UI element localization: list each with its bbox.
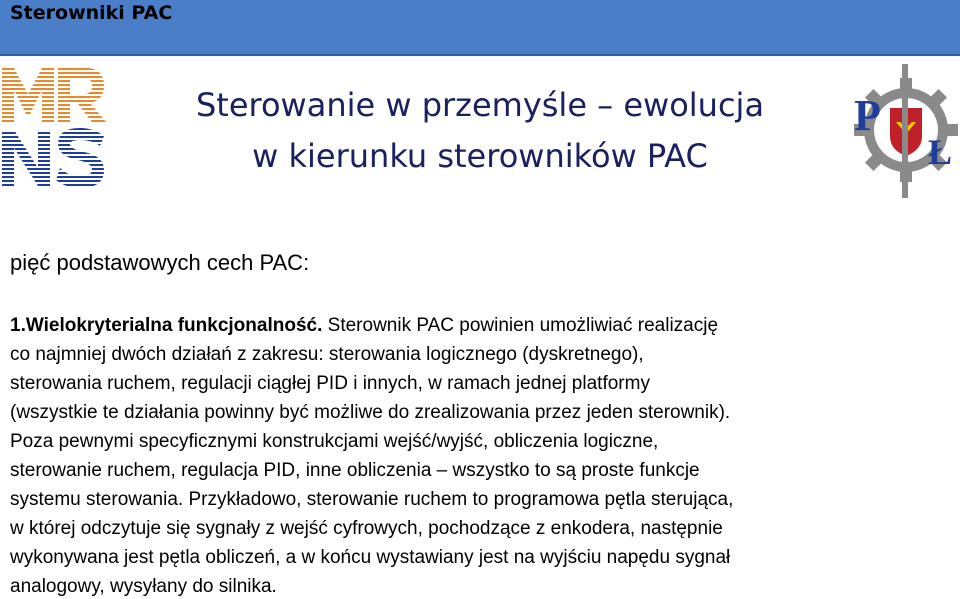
body-line-1	[10, 311, 955, 340]
body-line-10: analogowy, wysyłany do silnika.	[10, 576, 277, 597]
body-line-8: w której odczytuje się sygnały z wejść cyfrowych, pochodzące z enkodera, następnie	[10, 518, 723, 539]
slide-title-line-1: Sterowanie w przemyśle – ewolucja	[195, 86, 765, 124]
body-line-1-rest: Sterownik PAC powinien umożliwiać realizację	[322, 315, 719, 336]
body-paragraph	[10, 311, 955, 599]
pl-gear-logo-icon	[850, 64, 958, 198]
pl-logo-text-l: Ł	[928, 132, 953, 172]
body-lead-heading: 1.Wielokryterialna funkcjonalność.	[10, 315, 323, 336]
body-line-9: wykonywana jest pętla obliczeń, a w końcu wystawiany jest na wyjściu napędu sygnał	[10, 547, 731, 568]
body-line-3: sterowania ruchem, regulacji ciągłej PID i innych, w ramach jednej platformy	[10, 373, 650, 394]
intro-text: pięć podstawowych cech PAC:	[10, 250, 310, 275]
slide-title-line-2: w kierunku sterowników PAC	[252, 137, 708, 175]
body-line-6: sterowanie ruchem, regulacja PID, inne obliczenia – wszystko to są proste funkcje	[10, 460, 700, 481]
body-line-5: Poza pewnymi specyficznymi konstrukcjami wejść/wyjść, obliczenia logiczne,	[10, 431, 659, 452]
body-line-4: (wszystkie te działania powinny być możliwe do zrealizowania przez jeden sterownik).	[10, 402, 731, 423]
slide-title	[115, 80, 845, 182]
header-title: Sterowniki PAC	[10, 2, 173, 24]
pl-logo-text-p: P	[854, 91, 881, 140]
body-line-7: systemu sterowania. Przykładowo, sterowanie ruchem to programowa pętla sterująca,	[10, 489, 734, 510]
body-line-2: co najmniej dwóch działań z zakresu: sterowania logicznego (dyskretnego),	[10, 344, 644, 365]
mrns-logo-icon	[0, 64, 110, 190]
header-bar	[0, 0, 960, 56]
